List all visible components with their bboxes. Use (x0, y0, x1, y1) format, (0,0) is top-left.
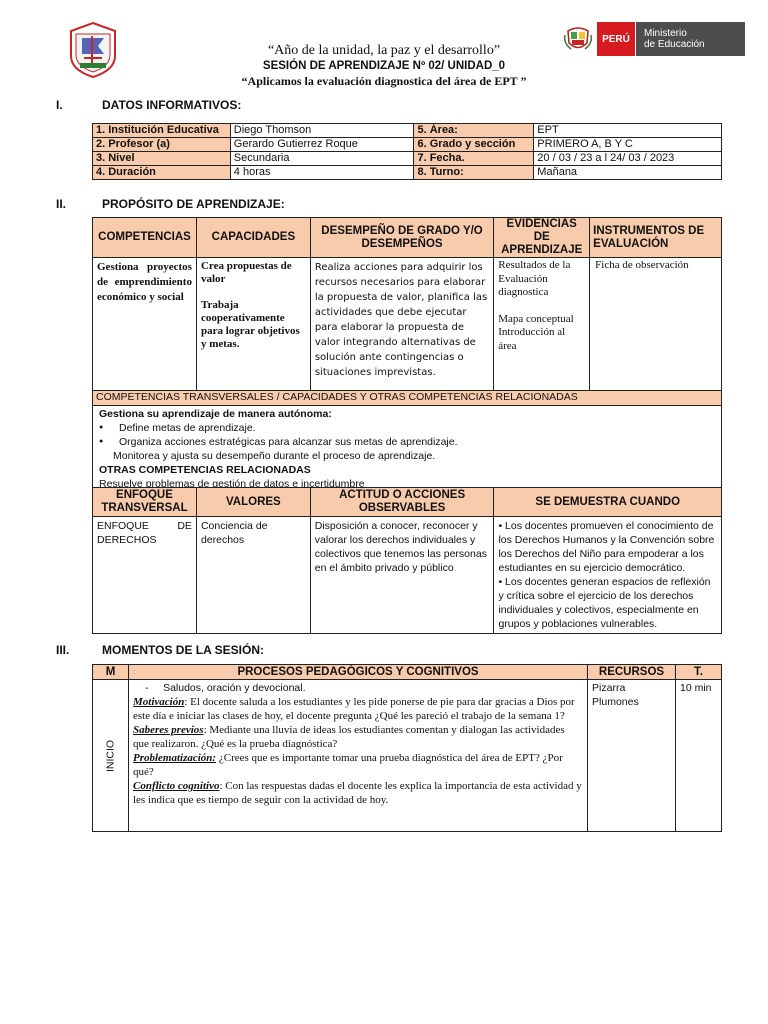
transversal-item (99, 421, 715, 435)
transversal-item (99, 435, 715, 449)
evidencia-2: Mapa conceptual Introducción al área (498, 312, 574, 352)
saberes (133, 723, 583, 751)
actitud-cell: Disposición a conocer, reconocer y valorar los derechos individuales y colectivos que tenemos las personas en el ámbito privado y público (310, 517, 494, 634)
header-competencias: COMPETENCIAS (93, 218, 197, 258)
enfoque-table (92, 487, 722, 634)
competencia-cell: Gestiona proyectos de emprendimiento económico y social (93, 258, 197, 391)
motivacion-text: : El docente saluda a los estudiantes y les pide ponerse de pie para dar gracias a Dios por este día e iniciar las clases de hoy, el docente pregunta ¿Qué les pareció el trabajo de la semana 1? (132, 696, 575, 722)
datos-value: EPT (534, 124, 722, 138)
valores-cell: Conciencia de derechos (196, 517, 310, 634)
moment-label: INICIO (104, 739, 117, 772)
datos-label: 4. Duración (93, 166, 231, 180)
evidencia-1: Resultados de la Evaluación diagnostica (498, 259, 571, 298)
motivacion (133, 695, 583, 723)
datos-label: 5. Área: (414, 124, 534, 138)
desempeno-cell: Realiza acciones para adquirir los recursos necesarios para elaborar la propuesta de valor, planifica las actividades que debe ejecutar para elaborar la propuesta de valor integrando alternativas de solución ante contingencias o situaciones imprevistas. (310, 258, 493, 391)
ministry-line1: Ministerio (644, 28, 687, 39)
transversal-item-text: Define metas de aprendizaje. (119, 422, 256, 434)
otras-text: Resuelve problemas de gestión de datos e incertidumbre (99, 478, 365, 490)
section3-number: III. (56, 643, 70, 657)
datos-value: Secundaria (230, 152, 414, 166)
evidencias-cell (494, 258, 590, 391)
demuestra-cell (494, 517, 722, 634)
section2-title: PROPÓSITO DE APRENDIZAJE: (102, 197, 285, 211)
instrumento-cell: Ficha de observación (590, 258, 722, 391)
motivacion-label: Motivación (132, 696, 185, 708)
datos-value: PRIMERO A, B Y C (534, 138, 722, 152)
problem-text: ¿Crees que es importante tomar una prueba diagnóstica del área de EPT? ¿Por qué? (132, 752, 563, 778)
header-procesos: PROCESOS PEDAGÓGICOS Y COGNITIVOS (128, 665, 587, 680)
datos-row (93, 124, 722, 138)
section1-title: DATOS INFORMATIVOS: (102, 98, 242, 112)
datos-label: 2. Profesor (a) (93, 138, 231, 152)
bullet-icon: ● (99, 438, 104, 445)
header-instrumentos: INSTRUMENTOS DE EVALUACIÓN (590, 218, 722, 258)
datos-row (93, 152, 722, 166)
datos-value: 20 / 03 / 23 a l 24/ 03 / 2023 (534, 152, 722, 166)
datos-value: Diego Thomson (230, 124, 414, 138)
capacidad-2: Trabaja cooperativamente para lograr objetivos y metas. (200, 299, 300, 350)
peru-label: PERÚ (602, 33, 630, 45)
demuestra-1: • Los docentes promueven el conocimiento de los Derechos Humanos y la Convención sobre los Derechos del Niño para empoderar a los estudiantes en su ejercicio democrático. (498, 520, 715, 574)
datos-label: 6. Grado y sección (414, 138, 534, 152)
datos-label: 3. Nivel (93, 152, 231, 166)
transversal-header: COMPETENCIAS TRANSVERSALES / CAPACIDADES Y OTRAS COMPETENCIAS RELACIONADAS (93, 391, 722, 406)
header-actitud: ACTITUD O ACCIONES OBSERVABLES (310, 488, 494, 517)
problem-label: Problematización: (132, 752, 217, 764)
transversal-title: Gestiona su aprendizaje de manera autónoma: (99, 408, 332, 420)
saberes-text: : Mediante una lluvia de ideas los estudiantes comentan y dialogan las actividades que realizaron. ¿Qué es la prueba diagnóstica? (132, 724, 565, 750)
datos-label: 7. Fecha. (414, 152, 534, 166)
transversal-list (99, 421, 715, 449)
header-demuestra: SE DEMUESTRA CUANDO (494, 488, 722, 517)
conflicto-label: Conflicto cognitivo (132, 780, 220, 792)
header-capacidades: CAPACIDADES (196, 218, 310, 258)
header-t: T. (675, 665, 721, 680)
header-m: M (93, 665, 129, 680)
conflicto (133, 779, 583, 807)
datos-value: Mañana (534, 166, 722, 180)
demuestra-2: • Los docentes generan espacios de reflexión y crítica sobre el ejercicio de los derechos individuales y colectivos, especialmente en grupos y poblaciones vulnerables. (498, 576, 711, 630)
motto: “Año de la unidad, la paz y el desarrollo” (267, 43, 501, 58)
procesos-cell (128, 680, 587, 832)
process-item-1: - Saludos, oración y devocional. (144, 682, 306, 694)
saberes-label: Saberes previos (132, 724, 204, 736)
transversal-item-text: Organiza acciones estratégicas para alcanzar sus metas de aprendizaje. (119, 436, 458, 448)
datos-value: 4 horas (230, 166, 414, 180)
capacidades-cell (196, 258, 310, 391)
header-evidencias: EVIDENCIAS DE APRENDIZAJE (494, 218, 590, 258)
datos-label: 1. Institución Educativa (93, 124, 231, 138)
transversal-cell (93, 406, 722, 493)
otras-title: OTRAS COMPETENCIAS RELACIONADAS (99, 464, 311, 476)
moment-cell (93, 680, 129, 832)
header-desempeno: DESEMPEÑO DE GRADO Y/O DESEMPEÑOS (310, 218, 493, 258)
problematizacion (133, 751, 583, 779)
session-title: SESIÓN DE APRENDIZAJE Nº 02/ UNIDAD_0 (262, 60, 506, 72)
proposito-table (92, 217, 722, 493)
process-item-1-text: Saludos, oración y devocional. (163, 682, 306, 694)
header-enfoque: ENFOQUE TRANSVERSAL (93, 488, 197, 517)
transversal-extra: Monitorea y ajusta su desempeño durante el proceso de aprendizaje. (113, 450, 436, 462)
datos-label: 8. Turno: (414, 166, 534, 180)
section3-title: MOMENTOS DE LA SESIÓN: (102, 643, 265, 657)
header-valores: VALORES (196, 488, 310, 517)
datos-row (93, 138, 722, 152)
conflicto-text: : Con las respuestas dadas el docente les explica la importancia de esta actividad y les indica que es tiempo de seguir con la actividad de hoy. (132, 780, 582, 806)
bullet-icon: ● (99, 424, 104, 431)
header-recursos: RECURSOS (588, 665, 676, 680)
tiempo-cell: 10 min (675, 680, 721, 832)
momentos-table (92, 664, 722, 832)
section1-number: I. (56, 98, 63, 112)
recursos-cell: Pizarra Plumones (588, 680, 676, 832)
capacidad-1: Crea propuestas de valor (200, 260, 292, 285)
datos-table (92, 123, 722, 180)
datos-value: Gerardo Gutierrez Roque (230, 138, 414, 152)
ministry-line2: de Educación (644, 39, 705, 50)
enfoque-cell: ENFOQUE DE DERECHOS (93, 517, 197, 634)
session-subtitle: “Aplicamos la evaluación diagnostica del área de EPT ” (241, 74, 527, 88)
section2-number: II. (56, 197, 67, 211)
datos-row (93, 166, 722, 180)
